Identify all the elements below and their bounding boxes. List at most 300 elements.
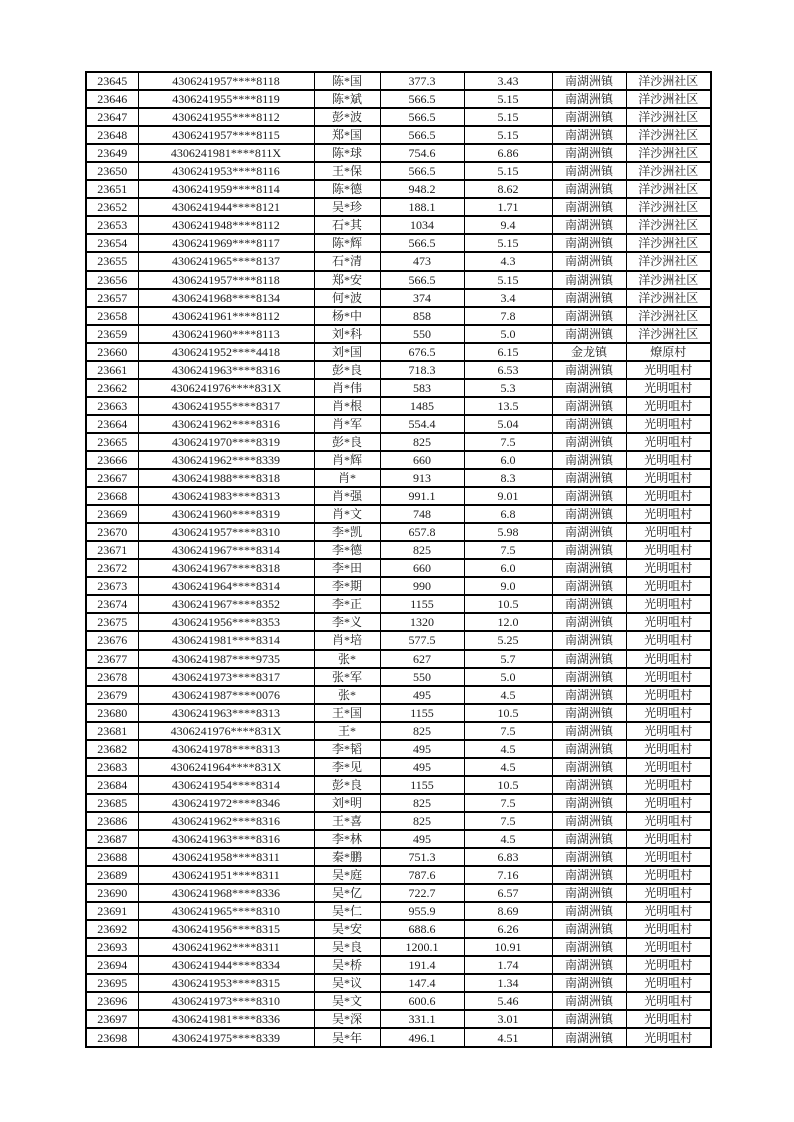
cell-id_number: 4306241987****0076 — [138, 686, 314, 704]
cell-row_number: 23649 — [86, 144, 138, 162]
table-row — [86, 252, 711, 270]
cell-amount: 1200.1 — [380, 938, 464, 956]
cell-village: 光明咀村 — [626, 559, 711, 577]
cell-area: 1.71 — [464, 198, 552, 216]
cell-town: 南湖洲镇 — [552, 902, 626, 920]
cell-row_number: 23687 — [86, 830, 138, 848]
cell-village: 光明咀村 — [626, 866, 711, 884]
cell-row_number: 23663 — [86, 397, 138, 415]
cell-town: 南湖洲镇 — [552, 758, 626, 776]
cell-id_number: 4306241948****8112 — [138, 216, 314, 234]
cell-village: 光明咀村 — [626, 650, 711, 668]
cell-row_number: 23675 — [86, 613, 138, 631]
table-row — [86, 541, 711, 559]
cell-name: 石*清 — [314, 252, 380, 270]
cell-name: 石*其 — [314, 216, 380, 234]
cell-town: 南湖洲镇 — [552, 487, 626, 505]
table-row — [86, 523, 711, 541]
cell-village: 光明咀村 — [626, 920, 711, 938]
cell-row_number: 23695 — [86, 974, 138, 992]
cell-area: 5.25 — [464, 631, 552, 649]
cell-area: 10.5 — [464, 704, 552, 722]
cell-amount: 955.9 — [380, 902, 464, 920]
cell-village: 燎原村 — [626, 343, 711, 361]
cell-village: 洋沙洲社区 — [626, 72, 711, 90]
cell-amount: 600.6 — [380, 992, 464, 1010]
cell-name: 吴*桥 — [314, 956, 380, 974]
cell-id_number: 4306241955****8119 — [138, 90, 314, 108]
cell-name: 李*正 — [314, 595, 380, 613]
cell-id_number: 4306241960****8113 — [138, 325, 314, 343]
cell-amount: 496.1 — [380, 1028, 464, 1047]
cell-village: 光明咀村 — [626, 704, 711, 722]
cell-area: 7.5 — [464, 541, 552, 559]
cell-village: 光明咀村 — [626, 974, 711, 992]
cell-id_number: 4306241987****9735 — [138, 650, 314, 668]
cell-town: 南湖洲镇 — [552, 830, 626, 848]
cell-amount: 566.5 — [380, 271, 464, 289]
cell-name: 肖*培 — [314, 631, 380, 649]
cell-amount: 495 — [380, 830, 464, 848]
cell-village: 洋沙洲社区 — [626, 198, 711, 216]
cell-village: 光明咀村 — [626, 992, 711, 1010]
cell-area: 13.5 — [464, 397, 552, 415]
cell-village: 光明咀村 — [626, 740, 711, 758]
cell-town: 南湖洲镇 — [552, 974, 626, 992]
cell-town: 南湖洲镇 — [552, 794, 626, 812]
cell-area: 4.5 — [464, 686, 552, 704]
cell-amount: 688.6 — [380, 920, 464, 938]
cell-village: 光明咀村 — [626, 379, 711, 397]
cell-village: 光明咀村 — [626, 631, 711, 649]
cell-town: 南湖洲镇 — [552, 252, 626, 270]
cell-town: 南湖洲镇 — [552, 216, 626, 234]
cell-town: 南湖洲镇 — [552, 397, 626, 415]
cell-village: 洋沙洲社区 — [626, 144, 711, 162]
cell-id_number: 4306241951****8311 — [138, 866, 314, 884]
cell-area: 8.69 — [464, 902, 552, 920]
cell-area: 4.5 — [464, 758, 552, 776]
cell-amount: 1155 — [380, 595, 464, 613]
cell-id_number: 4306241956****8353 — [138, 613, 314, 631]
table-row — [86, 108, 711, 126]
cell-amount: 825 — [380, 722, 464, 740]
cell-amount: 495 — [380, 740, 464, 758]
table-row — [86, 956, 711, 974]
cell-area: 7.5 — [464, 433, 552, 451]
cell-area: 5.15 — [464, 108, 552, 126]
cell-row_number: 23659 — [86, 325, 138, 343]
cell-name: 李*韬 — [314, 740, 380, 758]
cell-id_number: 4306241956****8315 — [138, 920, 314, 938]
cell-id_number: 4306241953****8315 — [138, 974, 314, 992]
cell-row_number: 23692 — [86, 920, 138, 938]
cell-amount: 377.3 — [380, 72, 464, 90]
cell-village: 洋沙洲社区 — [626, 252, 711, 270]
cell-row_number: 23680 — [86, 704, 138, 722]
cell-row_number: 23690 — [86, 884, 138, 902]
cell-area: 5.15 — [464, 162, 552, 180]
cell-amount: 991.1 — [380, 487, 464, 505]
cell-name: 吴*议 — [314, 974, 380, 992]
cell-area: 7.5 — [464, 812, 552, 830]
cell-town: 南湖洲镇 — [552, 108, 626, 126]
cell-name: 肖*强 — [314, 487, 380, 505]
table-row — [86, 938, 711, 956]
cell-village: 光明咀村 — [626, 1028, 711, 1047]
cell-id_number: 4306241962****8339 — [138, 451, 314, 469]
cell-amount: 566.5 — [380, 108, 464, 126]
cell-row_number: 23658 — [86, 307, 138, 325]
cell-row_number: 23665 — [86, 433, 138, 451]
cell-amount: 1155 — [380, 704, 464, 722]
cell-name: 刘*科 — [314, 325, 380, 343]
table-row — [86, 668, 711, 686]
cell-name: 杨*中 — [314, 307, 380, 325]
cell-village: 洋沙洲社区 — [626, 289, 711, 307]
cell-id_number: 4306241981****811X — [138, 144, 314, 162]
table-row — [86, 469, 711, 487]
cell-id_number: 4306241955****8317 — [138, 397, 314, 415]
cell-name: 彭*良 — [314, 433, 380, 451]
cell-name: 肖*辉 — [314, 451, 380, 469]
cell-name: 张* — [314, 650, 380, 668]
cell-area: 6.15 — [464, 343, 552, 361]
cell-village: 洋沙洲社区 — [626, 216, 711, 234]
cell-name: 李*期 — [314, 577, 380, 595]
cell-village: 光明咀村 — [626, 397, 711, 415]
cell-area: 6.83 — [464, 848, 552, 866]
cell-row_number: 23670 — [86, 523, 138, 541]
table-row — [86, 126, 711, 144]
cell-town: 南湖洲镇 — [552, 523, 626, 541]
table-row — [86, 234, 711, 252]
cell-id_number: 4306241957****8310 — [138, 523, 314, 541]
cell-town: 南湖洲镇 — [552, 595, 626, 613]
cell-area: 10.91 — [464, 938, 552, 956]
cell-area: 10.5 — [464, 595, 552, 613]
cell-town: 南湖洲镇 — [552, 162, 626, 180]
cell-name: 陈*球 — [314, 144, 380, 162]
cell-row_number: 23688 — [86, 848, 138, 866]
table-row — [86, 1010, 711, 1028]
cell-town: 南湖洲镇 — [552, 271, 626, 289]
cell-town: 南湖洲镇 — [552, 704, 626, 722]
cell-row_number: 23694 — [86, 956, 138, 974]
cell-village: 光明咀村 — [626, 686, 711, 704]
cell-village: 光明咀村 — [626, 595, 711, 613]
cell-village: 洋沙洲社区 — [626, 180, 711, 198]
cell-id_number: 4306241965****8310 — [138, 902, 314, 920]
cell-row_number: 23657 — [86, 289, 138, 307]
table-row — [86, 397, 711, 415]
cell-id_number: 4306241967****8314 — [138, 541, 314, 559]
cell-name: 张*军 — [314, 668, 380, 686]
cell-town: 金龙镇 — [552, 343, 626, 361]
table-row — [86, 271, 711, 289]
cell-area: 6.0 — [464, 451, 552, 469]
cell-area: 9.0 — [464, 577, 552, 595]
cell-area: 7.16 — [464, 866, 552, 884]
cell-id_number: 4306241976****831X — [138, 722, 314, 740]
cell-amount: 1155 — [380, 776, 464, 794]
cell-town: 南湖洲镇 — [552, 992, 626, 1010]
cell-row_number: 23647 — [86, 108, 138, 126]
cell-village: 洋沙洲社区 — [626, 108, 711, 126]
cell-amount: 554.4 — [380, 415, 464, 433]
cell-town: 南湖洲镇 — [552, 668, 626, 686]
cell-town: 南湖洲镇 — [552, 613, 626, 631]
cell-area: 5.0 — [464, 325, 552, 343]
cell-id_number: 4306241978****8313 — [138, 740, 314, 758]
cell-area: 5.46 — [464, 992, 552, 1010]
cell-town: 南湖洲镇 — [552, 938, 626, 956]
cell-town: 南湖洲镇 — [552, 956, 626, 974]
cell-town: 南湖洲镇 — [552, 325, 626, 343]
cell-village: 光明咀村 — [626, 415, 711, 433]
cell-town: 南湖洲镇 — [552, 884, 626, 902]
cell-area: 5.0 — [464, 668, 552, 686]
cell-id_number: 4306241972****8346 — [138, 794, 314, 812]
cell-amount: 722.7 — [380, 884, 464, 902]
table-row — [86, 162, 711, 180]
cell-row_number: 23681 — [86, 722, 138, 740]
cell-town: 南湖洲镇 — [552, 650, 626, 668]
cell-name: 肖*根 — [314, 397, 380, 415]
cell-amount: 948.2 — [380, 180, 464, 198]
cell-row_number: 23653 — [86, 216, 138, 234]
cell-village: 光明咀村 — [626, 1010, 711, 1028]
cell-town: 南湖洲镇 — [552, 541, 626, 559]
cell-id_number: 4306241969****8117 — [138, 234, 314, 252]
cell-row_number: 23669 — [86, 505, 138, 523]
cell-town: 南湖洲镇 — [552, 289, 626, 307]
cell-amount: 990 — [380, 577, 464, 595]
cell-id_number: 4306241968****8336 — [138, 884, 314, 902]
cell-village: 光明咀村 — [626, 848, 711, 866]
cell-amount: 566.5 — [380, 126, 464, 144]
table-row — [86, 686, 711, 704]
table-row — [86, 776, 711, 794]
cell-name: 吴*庭 — [314, 866, 380, 884]
cell-town: 南湖洲镇 — [552, 1028, 626, 1047]
cell-town: 南湖洲镇 — [552, 469, 626, 487]
table-row — [86, 740, 711, 758]
cell-name: 王*国 — [314, 704, 380, 722]
cell-area: 7.8 — [464, 307, 552, 325]
cell-id_number: 4306241959****8114 — [138, 180, 314, 198]
cell-area: 6.0 — [464, 559, 552, 577]
cell-id_number: 4306241964****831X — [138, 758, 314, 776]
cell-name: 吴*文 — [314, 992, 380, 1010]
table-row — [86, 198, 711, 216]
cell-row_number: 23684 — [86, 776, 138, 794]
cell-row_number: 23683 — [86, 758, 138, 776]
cell-town: 南湖洲镇 — [552, 234, 626, 252]
cell-village: 光明咀村 — [626, 523, 711, 541]
subsidy-records-table — [85, 71, 712, 1048]
cell-area: 5.7 — [464, 650, 552, 668]
cell-village: 洋沙洲社区 — [626, 271, 711, 289]
cell-area: 9.01 — [464, 487, 552, 505]
cell-id_number: 4306241963****8313 — [138, 704, 314, 722]
cell-area: 12.0 — [464, 613, 552, 631]
cell-amount: 550 — [380, 325, 464, 343]
cell-row_number: 23646 — [86, 90, 138, 108]
cell-id_number: 4306241973****8310 — [138, 992, 314, 1010]
cell-name: 彭*良 — [314, 776, 380, 794]
cell-town: 南湖洲镇 — [552, 848, 626, 866]
cell-amount: 825 — [380, 541, 464, 559]
cell-area: 10.5 — [464, 776, 552, 794]
cell-row_number: 23678 — [86, 668, 138, 686]
cell-name: 彭*波 — [314, 108, 380, 126]
table-row — [86, 505, 711, 523]
cell-village: 光明咀村 — [626, 613, 711, 631]
cell-amount: 657.8 — [380, 523, 464, 541]
cell-amount: 676.5 — [380, 343, 464, 361]
cell-name: 刘*明 — [314, 794, 380, 812]
cell-row_number: 23660 — [86, 343, 138, 361]
cell-id_number: 4306241983****8313 — [138, 487, 314, 505]
table-row — [86, 577, 711, 595]
cell-id_number: 4306241967****8318 — [138, 559, 314, 577]
cell-name: 吴*珍 — [314, 198, 380, 216]
cell-town: 南湖洲镇 — [552, 920, 626, 938]
cell-row_number: 23674 — [86, 595, 138, 613]
cell-amount: 718.3 — [380, 361, 464, 379]
table-row — [86, 487, 711, 505]
cell-village: 光明咀村 — [626, 541, 711, 559]
cell-amount: 825 — [380, 794, 464, 812]
cell-row_number: 23672 — [86, 559, 138, 577]
cell-amount: 583 — [380, 379, 464, 397]
cell-id_number: 4306241963****8316 — [138, 361, 314, 379]
cell-area: 5.3 — [464, 379, 552, 397]
table-row — [86, 758, 711, 776]
cell-row_number: 23685 — [86, 794, 138, 812]
cell-area: 7.5 — [464, 722, 552, 740]
cell-village: 光明咀村 — [626, 794, 711, 812]
cell-id_number: 4306241952****4418 — [138, 343, 314, 361]
cell-amount: 660 — [380, 559, 464, 577]
cell-id_number: 4306241953****8116 — [138, 162, 314, 180]
cell-name: 吴*良 — [314, 938, 380, 956]
cell-amount: 374 — [380, 289, 464, 307]
cell-id_number: 4306241965****8137 — [138, 252, 314, 270]
cell-town: 南湖洲镇 — [552, 776, 626, 794]
cell-name: 李*田 — [314, 559, 380, 577]
cell-amount: 858 — [380, 307, 464, 325]
cell-village: 洋沙洲社区 — [626, 162, 711, 180]
cell-id_number: 4306241957****8115 — [138, 126, 314, 144]
cell-row_number: 23654 — [86, 234, 138, 252]
cell-town: 南湖洲镇 — [552, 505, 626, 523]
cell-amount: 147.4 — [380, 974, 464, 992]
cell-id_number: 4306241968****8134 — [138, 289, 314, 307]
cell-amount: 787.6 — [380, 866, 464, 884]
cell-town: 南湖洲镇 — [552, 686, 626, 704]
cell-town: 南湖洲镇 — [552, 433, 626, 451]
table-row — [86, 848, 711, 866]
cell-amount: 1320 — [380, 613, 464, 631]
cell-id_number: 4306241960****8319 — [138, 505, 314, 523]
table-row — [86, 866, 711, 884]
cell-id_number: 4306241957****8118 — [138, 72, 314, 90]
cell-name: 肖* — [314, 469, 380, 487]
table-row — [86, 722, 711, 740]
cell-name: 吴*安 — [314, 920, 380, 938]
cell-area: 6.26 — [464, 920, 552, 938]
table-row — [86, 72, 711, 90]
cell-town: 南湖洲镇 — [552, 361, 626, 379]
cell-row_number: 23655 — [86, 252, 138, 270]
cell-area: 5.15 — [464, 271, 552, 289]
cell-name: 陈*辉 — [314, 234, 380, 252]
cell-name: 吴*年 — [314, 1028, 380, 1047]
cell-amount: 495 — [380, 758, 464, 776]
cell-row_number: 23651 — [86, 180, 138, 198]
cell-village: 光明咀村 — [626, 884, 711, 902]
cell-area: 1.74 — [464, 956, 552, 974]
cell-row_number: 23648 — [86, 126, 138, 144]
cell-row_number: 23645 — [86, 72, 138, 90]
cell-amount: 191.4 — [380, 956, 464, 974]
cell-area: 5.04 — [464, 415, 552, 433]
cell-name: 王* — [314, 722, 380, 740]
cell-town: 南湖洲镇 — [552, 866, 626, 884]
cell-town: 南湖洲镇 — [552, 631, 626, 649]
cell-name: 陈*德 — [314, 180, 380, 198]
cell-amount: 550 — [380, 668, 464, 686]
cell-village: 光明咀村 — [626, 722, 711, 740]
cell-amount: 188.1 — [380, 198, 464, 216]
cell-town: 南湖洲镇 — [552, 1010, 626, 1028]
table-row — [86, 613, 711, 631]
table-row — [86, 631, 711, 649]
cell-area: 5.15 — [464, 90, 552, 108]
cell-id_number: 4306241973****8317 — [138, 668, 314, 686]
cell-town: 南湖洲镇 — [552, 180, 626, 198]
cell-row_number: 23668 — [86, 487, 138, 505]
cell-village: 洋沙洲社区 — [626, 90, 711, 108]
cell-amount: 566.5 — [380, 162, 464, 180]
cell-name: 肖*文 — [314, 505, 380, 523]
cell-village: 洋沙洲社区 — [626, 307, 711, 325]
table-row — [86, 884, 711, 902]
cell-area: 8.62 — [464, 180, 552, 198]
cell-area: 8.3 — [464, 469, 552, 487]
cell-amount: 1485 — [380, 397, 464, 415]
cell-row_number: 23664 — [86, 415, 138, 433]
cell-row_number: 23662 — [86, 379, 138, 397]
cell-id_number: 4306241955****8112 — [138, 108, 314, 126]
table-row — [86, 595, 711, 613]
cell-area: 5.15 — [464, 234, 552, 252]
cell-village: 光明咀村 — [626, 812, 711, 830]
cell-village: 洋沙洲社区 — [626, 126, 711, 144]
cell-town: 南湖洲镇 — [552, 379, 626, 397]
table-row — [86, 216, 711, 234]
table-row — [86, 433, 711, 451]
table-row — [86, 361, 711, 379]
cell-village: 光明咀村 — [626, 938, 711, 956]
cell-row_number: 23656 — [86, 271, 138, 289]
cell-village: 光明咀村 — [626, 469, 711, 487]
table-row — [86, 451, 711, 469]
cell-area: 9.4 — [464, 216, 552, 234]
cell-row_number: 23666 — [86, 451, 138, 469]
